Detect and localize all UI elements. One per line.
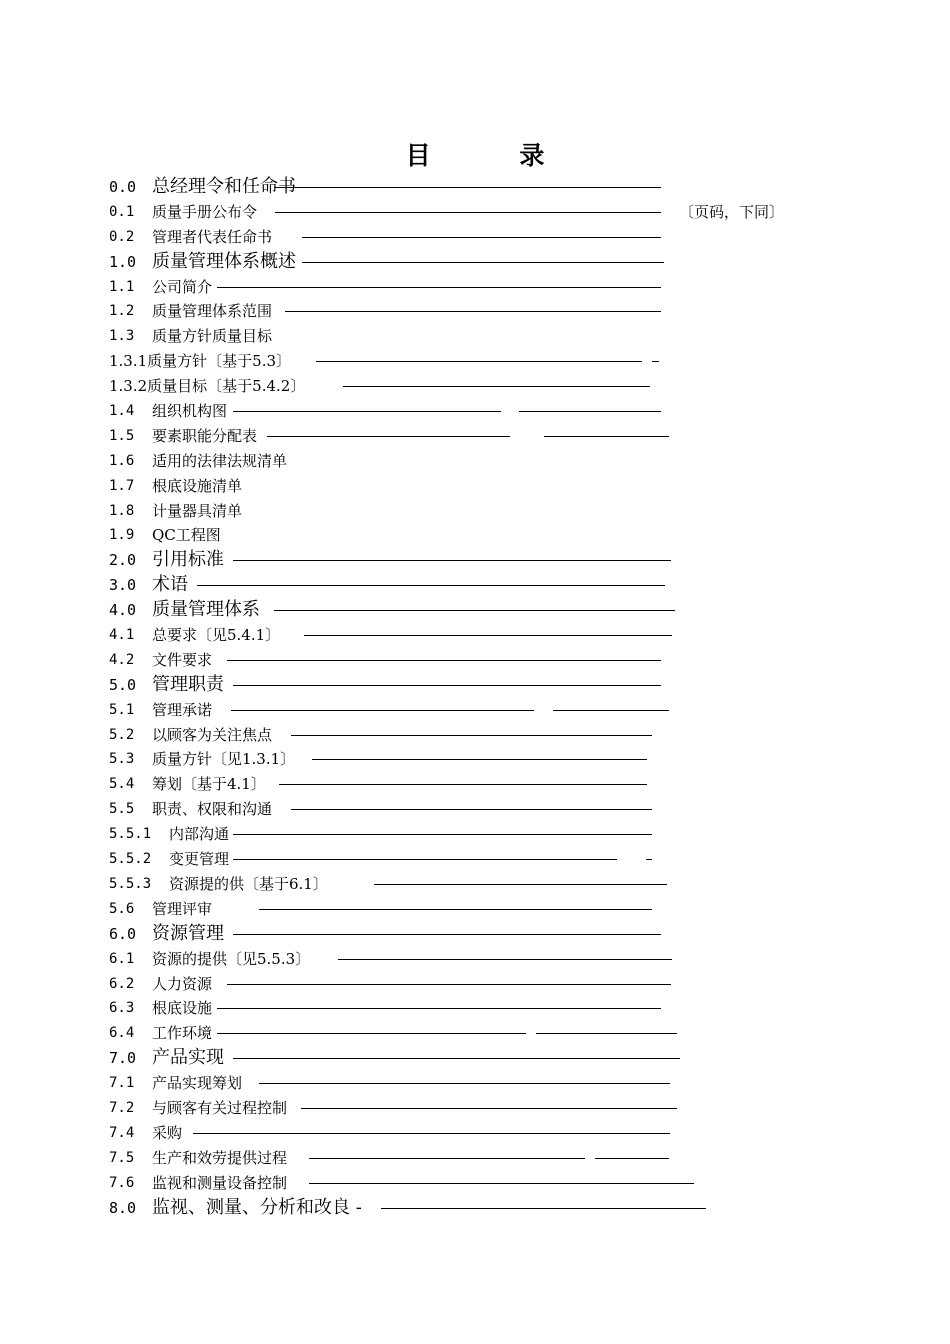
- toc-entry-number: 0.0: [109, 178, 137, 196]
- toc-entry-number: 5.5.3: [109, 875, 152, 892]
- toc-entry-number: 1.2: [109, 303, 135, 320]
- toc-entry-number: 5.5.1: [109, 826, 152, 843]
- toc-entry: [109, 250, 829, 275]
- toc-entry-title: 质量管理体系概述: [152, 250, 296, 272]
- toc-entry-number: 1.3: [109, 328, 135, 345]
- dot-leader: [233, 834, 652, 835]
- dot-leader: [259, 1083, 670, 1084]
- dot-leader: [646, 859, 652, 860]
- dot-leader: [519, 411, 661, 412]
- toc-entry-number: 1.8: [109, 502, 135, 519]
- toc-entry: [109, 374, 829, 399]
- toc-entry: [109, 523, 829, 548]
- toc-entry-title: 监视、测量、分析和改良 -: [152, 1196, 362, 1218]
- toc-entry-title: 产品实现: [152, 1047, 224, 1069]
- dot-leader: [536, 1033, 677, 1034]
- toc-entry: [109, 424, 829, 449]
- dot-leader: [217, 287, 661, 288]
- toc-entry-number: 1.1: [109, 278, 135, 295]
- dot-leader: [259, 909, 652, 910]
- toc-entry-title: 内部沟通: [169, 825, 230, 844]
- toc-entry-number: 5.4: [109, 776, 135, 793]
- dot-leader: [279, 784, 647, 785]
- toc-entry: [109, 1196, 829, 1221]
- toc-entry-number: 5.3: [109, 751, 135, 768]
- toc-entry-number: 7.1: [109, 1075, 135, 1092]
- toc-entry: [109, 648, 829, 673]
- toc-entry: [109, 474, 829, 499]
- toc-entry: [109, 275, 829, 300]
- toc-entry-number: 4.0: [109, 601, 137, 620]
- dot-leader: [233, 560, 671, 561]
- toc-entry-number: 5.5.2: [109, 851, 152, 868]
- toc-entry-number: 6.2: [109, 975, 135, 992]
- dot-leader: [302, 237, 661, 238]
- toc-entry: [109, 822, 829, 847]
- toc-entry-title: 1.3.1质量方针〔基于5.3〕: [109, 352, 292, 371]
- toc-entry-number: 4.1: [109, 627, 135, 644]
- toc-entry: [109, 200, 829, 225]
- dot-leader: [285, 311, 661, 312]
- dot-leader: [544, 436, 669, 437]
- toc-entry-title: 质量方针质量目标: [152, 327, 273, 346]
- dot-leader: [227, 660, 661, 661]
- toc-entry: [109, 947, 829, 972]
- toc-entry-number: 7.0: [109, 1049, 137, 1068]
- dot-leader: [227, 984, 671, 985]
- toc-entry-title: 引用标准: [152, 549, 224, 571]
- dot-leader: [291, 809, 652, 810]
- toc-entry-title: 公司简介: [152, 277, 213, 296]
- dot-leader: [343, 386, 650, 387]
- dot-leader: [302, 262, 664, 263]
- toc-entry-title: 根底设施清单: [152, 476, 243, 495]
- toc-entry-title: 变更管理: [169, 850, 230, 869]
- toc-entry-number: 1.6: [109, 452, 135, 469]
- toc-entry: [109, 1071, 829, 1096]
- toc-entry: [109, 872, 829, 897]
- toc-title: 目 录: [405, 141, 585, 170]
- toc-entry: [109, 996, 829, 1021]
- toc-entry-title: QC工程图: [152, 526, 221, 545]
- toc-entry-number: 6.3: [109, 1000, 135, 1017]
- dot-leader: [338, 959, 672, 960]
- dot-leader: [233, 685, 661, 686]
- toc-entry: [109, 449, 829, 474]
- toc-entry-title: 组织机构图: [152, 402, 228, 421]
- toc-entry-number: 7.6: [109, 1174, 135, 1191]
- table-of-contents: [109, 175, 829, 1220]
- toc-entry-title: 职责、权限和沟通: [152, 800, 273, 819]
- toc-entry-title: 术语: [152, 574, 188, 596]
- toc-entry-number: 1.0: [109, 252, 137, 271]
- toc-entry-title: 1.3.2质量目标〔基于5.4.2〕: [109, 377, 306, 396]
- dot-leader: [381, 1208, 706, 1209]
- toc-entry-number: 1.9: [109, 527, 135, 544]
- dot-leader: [233, 1058, 680, 1059]
- toc-entry: [109, 548, 829, 573]
- toc-entry-number: 1.5: [109, 427, 135, 444]
- toc-entry-title: 质量方针〔见1.3.1〕: [152, 750, 296, 769]
- toc-entry-number: 5.1: [109, 701, 135, 718]
- dot-leader: [231, 710, 534, 711]
- toc-entry: [109, 499, 829, 524]
- toc-entry: [109, 972, 829, 997]
- toc-entry-title: 文件要求: [152, 650, 213, 669]
- toc-entry: [109, 922, 829, 947]
- toc-entry-number: 0.2: [109, 228, 135, 245]
- dot-leader: [309, 1183, 694, 1184]
- toc-entry: [109, 1146, 829, 1171]
- dot-leader: [652, 361, 659, 362]
- dot-leader: [233, 934, 661, 935]
- toc-entry-title: 总要求〔见5.4.1〕: [152, 626, 281, 645]
- toc-entry-title: 以顾客为关注焦点: [152, 725, 273, 744]
- dot-leader: [233, 411, 501, 412]
- toc-entry-title: 管理评审: [152, 899, 213, 918]
- dot-leader: [301, 1108, 677, 1109]
- toc-entry: [109, 623, 829, 648]
- toc-entry-title: 质量管理体系范围: [152, 302, 273, 321]
- toc-entry-number: 5.0: [109, 675, 137, 694]
- toc-entry-title: 质量管理体系: [152, 599, 260, 621]
- toc-entry-title: 资源的提供〔见5.5.3〕: [152, 949, 311, 968]
- toc-entry-title: 适用的法律法规清单: [152, 451, 288, 470]
- toc-entry-number: 0.1: [109, 203, 135, 220]
- dot-leader: [304, 635, 672, 636]
- toc-entry: [109, 324, 829, 349]
- dot-leader: [374, 884, 667, 885]
- dot-leader: [267, 436, 510, 437]
- toc-entry-title: 根底设施: [152, 999, 213, 1018]
- toc-entry-title: 筹划〔基于4.1〕: [152, 775, 266, 794]
- dot-leader: [312, 759, 647, 760]
- toc-entry-title: 管理职责: [152, 673, 224, 695]
- toc-entry-number: 5.6: [109, 900, 135, 917]
- dot-leader: [275, 212, 661, 213]
- toc-entry-title: 采购: [152, 1123, 183, 1142]
- toc-entry-title: 计量器具清单: [152, 501, 243, 520]
- toc-entry: [109, 673, 829, 698]
- dot-leader: [309, 1158, 585, 1159]
- toc-entry-number: 6.0: [109, 924, 137, 943]
- toc-entry-title: 总经理令和任命书: [152, 176, 296, 197]
- toc-entry: [109, 175, 829, 200]
- toc-entry: [109, 1021, 829, 1046]
- toc-entry-number: 3.0: [109, 576, 137, 595]
- toc-entry-number: 8.0: [109, 1198, 137, 1217]
- toc-entry: [109, 225, 829, 250]
- toc-entry-number: 1.7: [109, 477, 135, 494]
- page-number-note: 〔页码，下同〕: [679, 202, 785, 221]
- toc-entry: [109, 573, 829, 598]
- toc-entry-number: 7.5: [109, 1149, 135, 1166]
- dot-leader: [197, 585, 665, 586]
- toc-entry: [109, 598, 829, 623]
- toc-entry-title: 管理承诺: [152, 700, 213, 719]
- toc-entry: [109, 299, 829, 324]
- toc-entry: [109, 723, 829, 748]
- toc-entry-number: 6.1: [109, 950, 135, 967]
- toc-entry-number: 5.2: [109, 726, 135, 743]
- toc-entry-number: 5.5: [109, 801, 135, 818]
- toc-entry: [109, 1046, 829, 1071]
- toc-entry-number: 7.4: [109, 1124, 135, 1141]
- toc-entry-number: 6.4: [109, 1025, 135, 1042]
- dot-leader: [274, 610, 675, 611]
- toc-entry-title: 工作环境: [152, 1024, 213, 1043]
- toc-entry: [109, 772, 829, 797]
- toc-entry: [109, 349, 829, 374]
- dot-leader: [274, 187, 661, 188]
- toc-entry: [109, 847, 829, 872]
- toc-entry-number: 1.4: [109, 403, 135, 420]
- dot-leader: [217, 1033, 526, 1034]
- dot-leader: [595, 1158, 669, 1159]
- dot-leader: [291, 735, 652, 736]
- toc-entry-number: 7.2: [109, 1099, 135, 1116]
- toc-entry-title: 资源提的供〔基于6.1〕: [169, 874, 328, 893]
- toc-entry: [109, 747, 829, 772]
- toc-entry-title: 要素职能分配表: [152, 426, 258, 445]
- toc-entry-title: 监视和测量设备控制: [152, 1173, 288, 1192]
- toc-entry-number: 2.0: [109, 551, 137, 570]
- toc-entry: [109, 698, 829, 723]
- dot-leader: [316, 361, 642, 362]
- toc-entry-title: 人力资源: [152, 974, 213, 993]
- toc-entry-title: 资源管理: [152, 922, 224, 944]
- dot-leader: [553, 710, 669, 711]
- toc-entry-title: 管理者代表任命书: [152, 227, 273, 246]
- toc-entry: [109, 797, 829, 822]
- toc-entry-title: 生产和效劳提供过程: [152, 1148, 288, 1167]
- dot-leader: [193, 1133, 670, 1134]
- dot-leader: [217, 1008, 661, 1009]
- toc-entry: [109, 1096, 829, 1121]
- toc-entry-title: 产品实现筹划: [152, 1074, 243, 1093]
- toc-entry: [109, 399, 829, 424]
- toc-entry-title: 质量手册公布令: [152, 202, 258, 221]
- toc-entry: [109, 1121, 829, 1146]
- toc-entry-title: 与顾客有关过程控制: [152, 1098, 288, 1117]
- toc-entry: [109, 1171, 829, 1196]
- dot-leader: [233, 859, 617, 860]
- toc-entry: [109, 897, 829, 922]
- toc-entry-number: 4.2: [109, 651, 135, 668]
